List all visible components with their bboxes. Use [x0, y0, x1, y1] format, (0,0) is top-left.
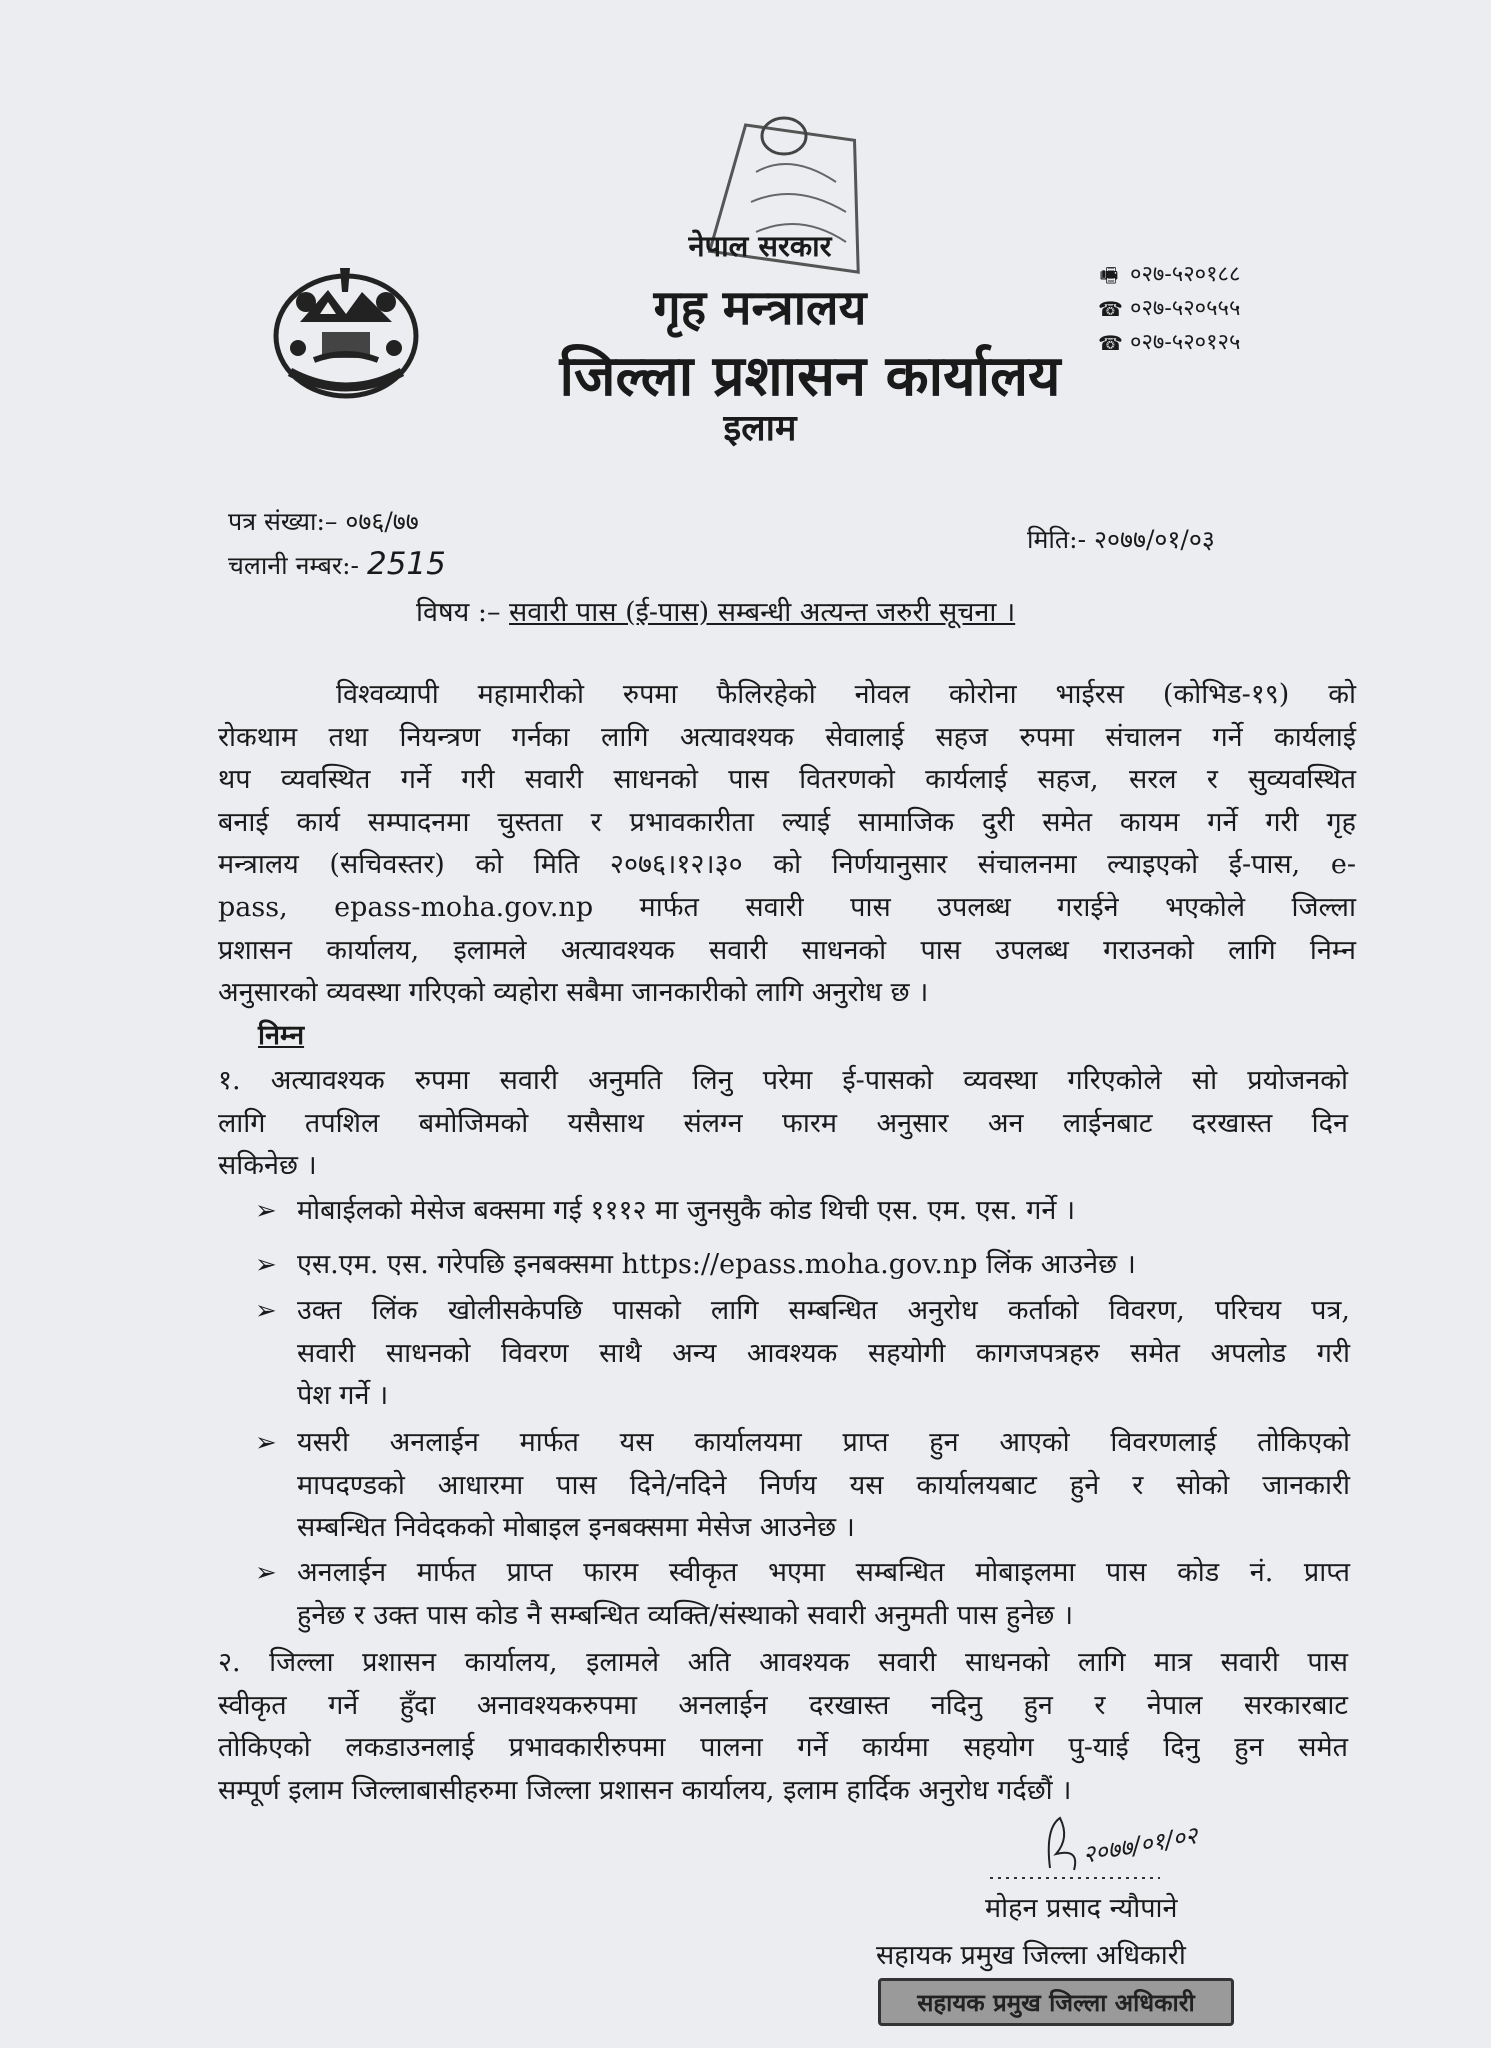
- point-1: १. अत्यावश्यक रुपमा सवारी अनुमति लिनु परेमा ई-पासको व्यवस्था गरिएकोले सो प्रयोजनको लागि तपशिल बमोजिमको यसैसाथ संलग्न फारम अनुसार अन लाईनबाट दरखास्त दिन सकिनेछ ।: [218, 1065, 1348, 1182]
- bullet-item: ➢ एस.एम. एस. गरेपछि इनबक्समा https://epass.moha.gov.np लिंक आउनेछ ।: [255, 1244, 1350, 1287]
- letter-date: मिति:- २०७७/०१/०३: [1027, 525, 1215, 554]
- contact-phone-1: ☎ ०२७-५२०५५५: [1098, 292, 1240, 326]
- point-2: २. जिल्ला प्रशासन कार्यालय, इलामले अति आवश्यक सवारी साधनको लागि मात्र सवारी पास स्वीकृत गर्ने हुँदा अनावश्यकरुपमा अनलाईन दरखास्त नदिनु हुन र नेपाल सरकारबाट तोकिएको लकडाउनलाई प्रभावकारीरुपमा पालना गर्ने कार्यमा सहयोग पु-याई दिनु हुन समेत सम्पूर्ण इलाम जिल्लाबासीहरुमा जिल्ला प्रशासन कार्यालय, इलाम हार्दिक अनुरोध गर्दछौं ।: [218, 1647, 1348, 1806]
- arrow-bullet-icon: ➢: [255, 1558, 277, 1588]
- phone-icon: ☎: [1098, 297, 1123, 321]
- arrow-bullet-icon: ➢: [255, 1428, 277, 1458]
- subject-line: विषय :– सवारी पास (ई-पास) सम्बन्धी अत्यन्त जरुरी सूचना ।: [416, 597, 1016, 628]
- signatory-name: मोहन प्रसाद न्यौपाने: [985, 1893, 1178, 1924]
- contact-fax: 🖷 ०२७-५२०१८८: [1098, 258, 1240, 292]
- ministry-name: गृह मन्त्रालय: [653, 280, 867, 336]
- intro-paragraph: विश्वव्यापी महामारीको रुपमा फैलिरहेको नोवल कोरोना भाईरस (कोभिड-१९) को रोकथाम तथा नियन्त्रण गर्नका लागि अत्यावश्यक सेवालाई सहज रुपमा संचालन गर्ने कार्यलाई थप व्यवस्थित गर्ने गरी सवारी साधनको पास वितरणको कार्यलाई सहज, सरल र सुव्यवस्थित बनाई कार्य सम्पादनमा चुस्तता र प्रभावकारीता ल्याई सामाजिक दुरी समेत कायम गर्ने गरी गृह मन्त्रालय (सचिवस्तर) को मिति २०७६।१२।३० को निर्णयानुसार संचालनमा ल्याइएको ई-पास, e- pass, epass-moha.gov.np मार्फत सवारी पास उपलब्ध गराईने भएकोले जिल्ला प्रशासन कार्यालय, इलामले अत्यावश्यक सवारी साधनको पास उपलब्ध गराउनको लागि निम्न अनुसारको व्यवस्था गरिएको व्यहोरा सबैमा जानकारीको लागि अनुरोध छ ।: [218, 679, 1357, 1009]
- bullet-item: ➢ उक्त लिंक खोलीसकेपछि पासको लागि सम्बन्धित अनुरोध कर्ताको विवरण, परिचय पत्र, सवारी साधनको विवरण साथै अन्य आवश्यक सहयोगी कागजपत्रहरु समेत अपलोड गरी पेश गर्ने ।: [255, 1290, 1350, 1418]
- arrow-bullet-icon: ➢: [255, 1250, 277, 1280]
- phone-icon: ☎: [1098, 331, 1123, 355]
- arrow-bullet-icon: ➢: [255, 1296, 277, 1326]
- reference-number: पत्र संख्या:– ०७६/७७: [228, 507, 419, 536]
- office-name: जिल्ला प्रशासन कार्यालय: [559, 343, 1061, 409]
- contact-list: [1098, 258, 1240, 360]
- government-name: नेपाल सरकार: [688, 229, 832, 263]
- arrow-bullet-icon: ➢: [255, 1196, 277, 1226]
- contact-phone-2: ☎ ०२७-५२०१२५: [1098, 326, 1240, 360]
- bullet-item: ➢ अनलाईन मार्फत प्राप्त फारम स्वीकृत भएमा सम्बन्धित मोबाइलमा पास कोड नं. प्राप्त हुनेछ र उक्त पास कोड नै सम्बन्धित व्यक्ति/संस्थाको सवारी अनुमती पास हुनेछ ।: [255, 1552, 1350, 1637]
- district-name: इलाम: [723, 407, 797, 449]
- fax-icon: 🖷: [1099, 263, 1119, 287]
- nepal-emblem-icon: [270, 262, 422, 400]
- bullet-item: ➢ यसरी अनलाईन मार्फत यस कार्यालयमा प्राप्त हुन आएको विवरणलाई तोकिएको मापदण्डको आधारमा पास दिने/नदिने निर्णय यस कार्यालयबाट हुने र सोको जानकारी सम्बन्धित निवेदकको मोबाइल इनबक्समा मेसेज आउनेछ ।: [255, 1422, 1350, 1550]
- designation-seal: सहायक प्रमुख जिल्ला अधिकारी: [878, 1978, 1234, 2026]
- dispatch-number: चलानी नम्बर:- 2515: [228, 546, 446, 582]
- signatory-title: सहायक प्रमुख जिल्ला अधिकारी: [876, 1940, 1186, 1971]
- signature-date: २०७७/०१/०२: [1080, 1821, 1200, 1869]
- section-heading: निम्न: [258, 1020, 305, 1051]
- bullet-item: ➢ मोबाईलको मेसेज बक्समा गई १११२ मा जुनसुकै कोड थिची एस. एम. एस. गर्ने ।: [255, 1190, 1350, 1233]
